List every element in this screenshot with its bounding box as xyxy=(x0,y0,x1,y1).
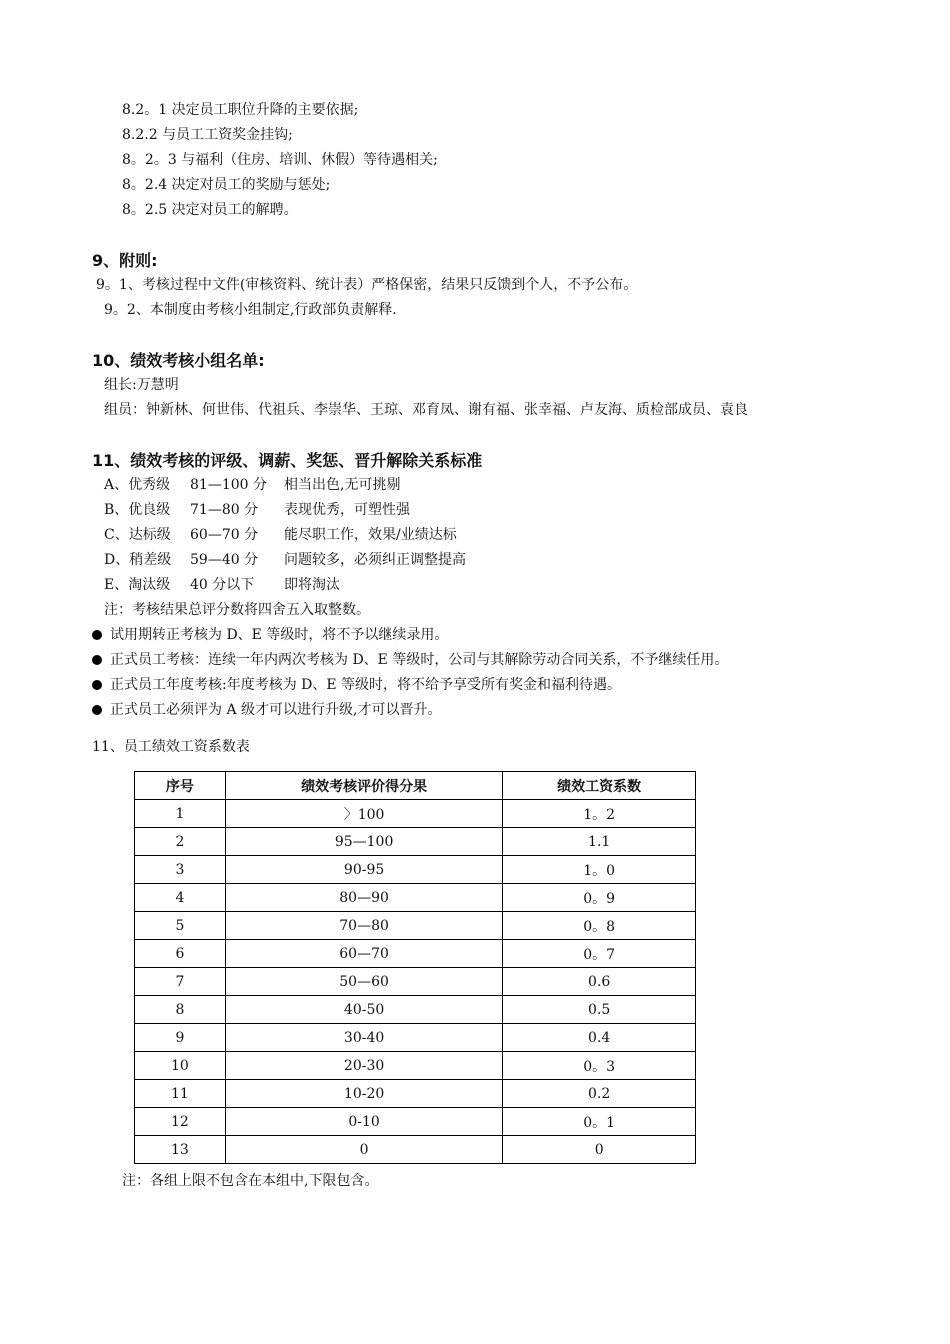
table-body xyxy=(135,800,696,1164)
salary-coefficient-table xyxy=(134,771,696,1164)
table-cell: 5 xyxy=(135,912,226,940)
grade-level: C、达标级 xyxy=(104,527,171,543)
grade-row xyxy=(104,501,410,519)
table-cell: 8 xyxy=(135,996,226,1024)
table-row xyxy=(135,1136,696,1164)
s10-heading: 10、绩效考核小组名单: xyxy=(92,351,265,370)
grade-desc: 能尽职工作，效果/业绩达标 xyxy=(284,527,457,543)
table-row xyxy=(135,996,696,1024)
grade-desc: 表现优秀，可塑性强 xyxy=(284,502,410,518)
table-row xyxy=(135,800,696,828)
table-cell: 3 xyxy=(135,856,226,884)
header-cell: 绩效考核评价得分果 xyxy=(225,772,502,800)
grade-desc: 问题较多，必须纠正调整提高 xyxy=(284,552,466,568)
s11-heading: 11、绩效考核的评级、调薪、奖惩、晋升解除关系标准 xyxy=(92,451,483,470)
rule-item xyxy=(92,651,728,669)
table-cell: 11 xyxy=(135,1080,226,1108)
s8-item-4: 8。2.4 决定对员工的奖励与惩处; xyxy=(122,177,331,193)
table-cell: 90-95 xyxy=(225,856,502,884)
s8-item-2: 8.2.2 与员工工资奖金挂钩; xyxy=(122,127,293,143)
table-cell: 60—70 xyxy=(225,940,502,968)
table-cell: 0.5 xyxy=(503,996,696,1024)
table-header-row xyxy=(135,772,696,800)
table-row xyxy=(135,856,696,884)
grade-range: 40 分以下 xyxy=(190,577,255,593)
s9-item-2: 9。2、本制度由考核小组制定,行政部负责解释. xyxy=(104,302,397,318)
table-row xyxy=(135,1080,696,1108)
table-cell: 1.1 xyxy=(503,828,696,856)
grade-row xyxy=(104,526,457,544)
table-cell: 〉100 xyxy=(225,800,502,828)
table-cell: 10 xyxy=(135,1052,226,1080)
table-cell: 20-30 xyxy=(225,1052,502,1080)
grade-row xyxy=(104,476,400,494)
rule-text: 正式员工考核：连续一年内两次考核为 D、E 等级时，公司与其解除劳动合同关系，不予继续任用。 xyxy=(110,652,729,668)
grade-range: 81—100 分 xyxy=(190,477,267,493)
grade-level: B、优良级 xyxy=(104,502,171,518)
table-cell: 50—60 xyxy=(225,968,502,996)
table-cell: 6 xyxy=(135,940,226,968)
table-cell: 10-20 xyxy=(225,1080,502,1108)
table-cell: 0。9 xyxy=(503,884,696,912)
bullet-icon xyxy=(92,630,102,640)
bullet-icon xyxy=(92,705,102,715)
grade-desc: 相当出色,无可挑剔 xyxy=(284,477,401,493)
rule-item xyxy=(92,676,621,694)
table-cell: 1。2 xyxy=(503,800,696,828)
table-cell: 0-10 xyxy=(225,1108,502,1136)
table-cell: 0。8 xyxy=(503,912,696,940)
table-cell: 1。0 xyxy=(503,856,696,884)
header-cell: 序号 xyxy=(135,772,226,800)
table-cell: 0.4 xyxy=(503,1024,696,1052)
table-row xyxy=(135,968,696,996)
table-row xyxy=(135,828,696,856)
table-cell: 2 xyxy=(135,828,226,856)
grade-level: D、稍差级 xyxy=(104,552,172,568)
grade-desc: 即将淘汰 xyxy=(284,577,340,593)
table-cell: 0。3 xyxy=(503,1052,696,1080)
table-cell: 13 xyxy=(135,1136,226,1164)
grade-range: 71—80 分 xyxy=(190,502,259,518)
table-cell: 0.6 xyxy=(503,968,696,996)
table-cell: 40-50 xyxy=(225,996,502,1024)
table-cell: 1 xyxy=(135,800,226,828)
table-row xyxy=(135,1024,696,1052)
grade-level: A、优秀级 xyxy=(104,477,171,493)
s8-item-3: 8。2。3 与福利（住房、培训、休假）等待遇相关; xyxy=(122,152,438,168)
table-cell: 80—90 xyxy=(225,884,502,912)
table-caption: 11、员工绩效工资系数表 xyxy=(92,739,250,755)
s10-members: 组员：钟新林、何世伟、代祖兵、李崇华、王琼、邓育凤、谢有福、张幸福、卢友海、质检部成员、袁良 xyxy=(104,402,748,418)
bullet-icon xyxy=(92,680,102,690)
bullet-icon xyxy=(92,655,102,665)
table-cell: 7 xyxy=(135,968,226,996)
table-cell: 0。1 xyxy=(503,1108,696,1136)
rule-item xyxy=(92,701,441,719)
grade-range: 59—40 分 xyxy=(190,552,259,568)
grade-range: 60—70 分 xyxy=(190,527,259,543)
rule-item xyxy=(92,626,448,644)
s8-item-1: 8.2。1 决定员工职位升降的主要依据; xyxy=(122,102,359,118)
grade-row xyxy=(104,551,466,569)
grade-row xyxy=(104,576,340,594)
rule-text: 正式员工必须评为 A 级才可以进行升级,才可以晋升。 xyxy=(110,702,442,718)
table-cell: 30-40 xyxy=(225,1024,502,1052)
header-cell: 绩效工资系数 xyxy=(503,772,696,800)
table-cell: 70—80 xyxy=(225,912,502,940)
table-cell: 9 xyxy=(135,1024,226,1052)
table-cell: 4 xyxy=(135,884,226,912)
table-cell: 0.2 xyxy=(503,1080,696,1108)
table-cell: 12 xyxy=(135,1108,226,1136)
table-row xyxy=(135,940,696,968)
s10-leader: 组长:万慧明 xyxy=(104,377,179,393)
rule-text: 正式员工年度考核:年度考核为 D、E 等级时，将不给予享受所有奖金和福利待遇。 xyxy=(110,677,622,693)
s9-item-1: 9。1、考核过程中文件(审核资料、统计表）严格保密，结果只反馈到个人，不予公布。 xyxy=(96,277,638,293)
grade-note: 注：考核结果总评分数将四舍五入取整数。 xyxy=(104,602,370,618)
table-cell: 0 xyxy=(225,1136,502,1164)
table-cell: 0 xyxy=(503,1136,696,1164)
table-row xyxy=(135,1108,696,1136)
rule-text: 试用期转正考核为 D、E 等级时，将不予以继续录用。 xyxy=(110,627,449,643)
s9-heading: 9、附则: xyxy=(92,251,158,270)
grade-level: E、淘汰级 xyxy=(104,577,171,593)
table-cell: 0。7 xyxy=(503,940,696,968)
table-row xyxy=(135,912,696,940)
table-row xyxy=(135,1052,696,1080)
s8-item-5: 8。2.5 决定对员工的解聘。 xyxy=(122,202,298,218)
table-row xyxy=(135,884,696,912)
table-cell: 95—100 xyxy=(225,828,502,856)
table-note: 注：各组上限不包含在本组中,下限包含。 xyxy=(122,1173,379,1189)
